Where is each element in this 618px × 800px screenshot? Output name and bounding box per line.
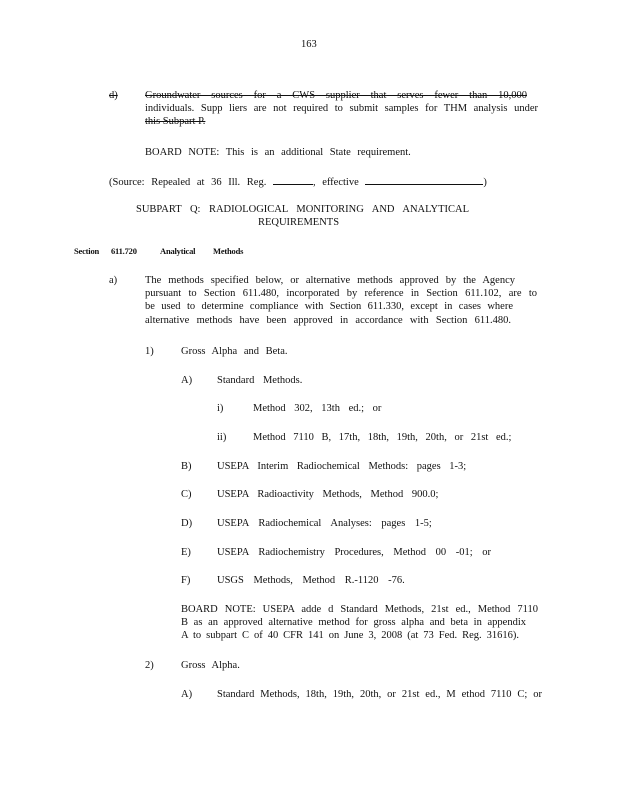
board-note-1: BOARD NOTE: This is an additional State requirement. <box>145 147 411 158</box>
source-note-suffix: ) <box>483 177 487 188</box>
item-1E-label: E) <box>181 547 191 558</box>
item-1F-label: F) <box>181 575 191 586</box>
item-1Aii-label: ii) <box>217 432 227 443</box>
item-1-label: 1) <box>145 346 154 357</box>
item-1Ai-text: Method 302, 13th ed.; or <box>253 403 382 414</box>
item-d-label: d) <box>109 90 118 101</box>
item-d-line1: Groundwater sources for a CWS supplier that serves fewer than 10,000 <box>145 90 527 101</box>
item-a-line4: alternative methods have been approved in accordance with Section 611.480. <box>145 315 511 326</box>
item-2A-text: Standard Methods, 18th, 19th, 20th, or 21st ed., M ethod 7110 C; or <box>217 689 542 700</box>
item-a-line1: The methods specified below, or alternative methods approved by the Agency <box>145 275 515 286</box>
item-a-label: a) <box>109 275 118 286</box>
item-1C-text: USEPA Radioactivity Methods, Method 900.0; <box>217 489 439 500</box>
subpart-heading-line1: SUBPART Q: RADIOLOGICAL MONITORING AND ANALYTICAL <box>136 204 469 215</box>
item-1A-label: A) <box>181 375 193 386</box>
item-d-line2: individuals. Supp liers are not required to submit samples for THM analysis under <box>145 103 538 114</box>
item-a-line3: be used to determine compliance with Section 611.330, except in cases where <box>145 301 513 312</box>
item-1A-text: Standard Methods. <box>217 375 303 386</box>
board-note-2-line1: BOARD NOTE: USEPA adde d Standard Methods, 21st ed., Method 7110 <box>181 604 538 615</box>
subpart-heading-line2: REQUIREMENTS <box>257 217 340 228</box>
item-1D-label: D) <box>181 518 193 529</box>
item-1Aii-text: Method 7110 B, 17th, 18th, 19th, 20th, or 21st ed.; <box>253 432 512 443</box>
page-number: 163 <box>301 39 317 50</box>
source-effective-blank <box>365 174 483 185</box>
section-word: Section <box>74 246 100 256</box>
item-1F-text: USGS Methods, Method R.-1120 -76. <box>217 575 405 586</box>
item-1E-text: USEPA Radiochemistry Procedures, Method 00 -01; or <box>217 547 492 558</box>
item-2-label: 2) <box>145 660 154 671</box>
source-note-middle: , effective <box>312 177 359 188</box>
board-note-2-line3: A to subpart C of 40 CFR 141 on June 3, 2008 (at 73 Fed. Reg. 31616). <box>181 630 519 641</box>
item-1B-label: B) <box>181 461 192 472</box>
item-1-text: Gross Alpha and Beta. <box>181 346 288 357</box>
item-d-line3: this Subpart P. <box>145 116 206 127</box>
board-note-2-line2: B as an approved alternative method for gross alpha and beta in appendix <box>181 617 526 628</box>
source-date-blank <box>273 174 313 185</box>
section-number: 611.720 <box>111 246 137 256</box>
item-1Ai-label: i) <box>217 403 224 414</box>
item-2-text: Gross Alpha. <box>181 660 240 671</box>
item-1C-label: C) <box>181 489 192 500</box>
item-a-line2: pursuant to Section 611.480, incorporated by reference in Section 611.102, are to <box>145 288 537 299</box>
section-title-word1: Analytical <box>160 246 196 256</box>
section-title-word2: Methods <box>213 246 244 256</box>
item-2A-label: A) <box>181 689 193 700</box>
item-1B-text: USEPA Interim Radiochemical Methods: pages 1-3; <box>217 461 467 472</box>
item-1D-text: USEPA Radiochemical Analyses: pages 1-5; <box>217 518 432 529</box>
source-note <box>109 174 487 189</box>
source-note-prefix: (Source: Repealed at 36 Ill. Reg. <box>109 177 267 188</box>
